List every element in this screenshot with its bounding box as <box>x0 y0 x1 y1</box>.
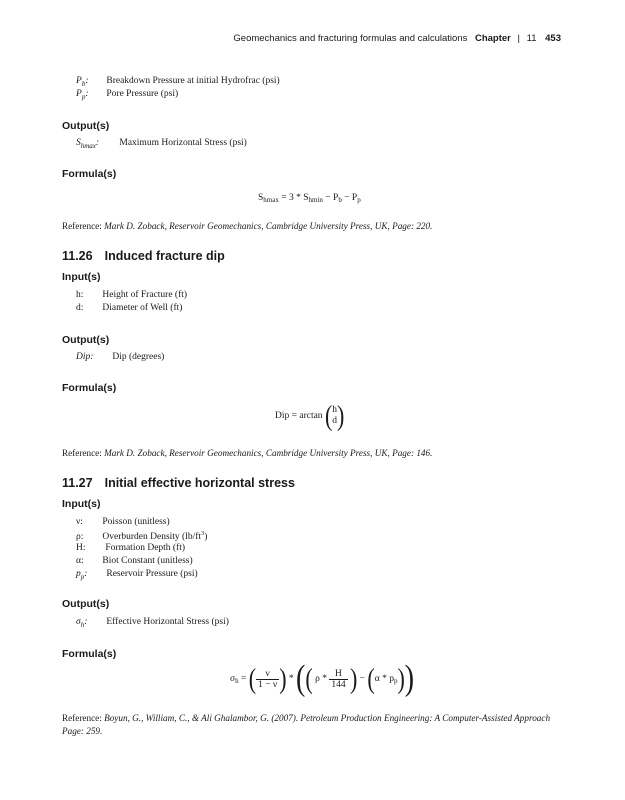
input-variable-pb <box>76 76 280 88</box>
formula-heading: Formula(s) <box>62 648 117 660</box>
variable-symbol: $S_{hmax}$: <box>76 138 100 150</box>
chapter-separator: | <box>517 33 520 44</box>
input-variable-pp <box>76 89 178 101</box>
formula-shmax: $S_{hmax} = 3 * S_{hmin} - P_b - P_p$ <box>258 193 361 204</box>
input-heading: Input(s) <box>62 498 101 510</box>
output-variable-dip <box>76 352 164 362</box>
variable-symbol: h: <box>76 290 84 300</box>
variable-description: Dip (degrees) <box>112 352 165 362</box>
section-title: Induced fracture dip <box>104 249 225 263</box>
formula-sigma-h: $\sigma_h$ = ( $\frac{\nu}{1 - \nu}$ ) * (( ρ * $\frac{H}{144}$ ) − $(\alpha * p_p)$) <box>230 658 415 699</box>
section-heading-11-27 <box>62 476 295 490</box>
chapter-number: 11 <box>526 33 537 44</box>
running-head-title: Geomechanics and fracturing formulas and calculations <box>233 33 468 44</box>
formula-heading: Formula(s) <box>62 168 117 180</box>
section-number: 11.26 <box>62 249 93 263</box>
variable-symbol: $P_p$: <box>76 89 89 101</box>
variable-symbol: d: <box>76 303 84 313</box>
output-heading: Output(s) <box>62 120 110 132</box>
variable-symbol: $P_b$: <box>76 76 89 88</box>
input-variable-rho <box>76 530 207 542</box>
variable-description: Overburden Density $(lb/ft^3)$ <box>102 530 208 543</box>
page-number: 453 <box>545 33 561 44</box>
reference-zoback-220: Reference: Mark D. Zoback, Reservoir Geomechanics, Cambridge University Press, UK, Page: 220. <box>62 221 433 231</box>
variable-symbol: Dip: <box>76 352 94 362</box>
input-variable-alpha <box>76 556 193 566</box>
variable-symbol: $\sigma_h$: <box>76 617 88 629</box>
input-variable-nu <box>76 517 170 527</box>
variable-description: Formation Depth (ft) <box>105 543 186 553</box>
variable-description: Maximum Horizontal Stress (psi) <box>119 138 247 148</box>
input-variable-h <box>76 290 187 300</box>
variable-symbol: H: <box>76 543 86 553</box>
variable-description: Pore Pressure (psi) <box>106 89 179 99</box>
output-heading: Output(s) <box>62 598 110 610</box>
variable-symbol: ν: <box>76 517 83 527</box>
chapter-label: Chapter <box>474 33 511 44</box>
variable-description: Biot Constant (unitless) <box>102 556 193 566</box>
section-heading-11-26 <box>62 249 225 263</box>
variable-symbol: ρ: <box>76 532 84 543</box>
formula-heading: Formula(s) <box>62 382 117 394</box>
variable-description: Reservoir Pressure (psi) <box>106 569 198 579</box>
reference-boyun-259: Reference: Boyun, G., William, C., & Ali Ghalambor, G. (2007). Petroleum Production Engineering: A Computer-Assisted Approach Page: 259. <box>62 713 551 736</box>
variable-description: Effective Horizontal Stress (psi) <box>106 617 229 627</box>
variable-description: Height of Fracture (ft) <box>102 290 188 300</box>
output-heading: Output(s) <box>62 334 110 346</box>
variable-description: Poisson (unitless) <box>102 517 170 527</box>
variable-symbol: $p_p$: <box>76 569 88 581</box>
section-number: 11.27 <box>62 476 93 490</box>
output-variable-shmax <box>76 138 247 150</box>
input-heading: Input(s) <box>62 271 101 283</box>
variable-symbol: α: <box>76 556 84 566</box>
reference-zoback-146: Reference: Mark D. Zoback, Reservoir Geomechanics, Cambridge University Press, UK, Page: 146. <box>62 448 433 458</box>
input-variable-H <box>76 543 185 553</box>
formula-dip: Dip = arctan ( h d ) <box>275 399 345 432</box>
output-variable-sigma-h <box>76 617 229 629</box>
section-title: Initial effective horizontal stress <box>104 476 295 490</box>
input-variable-pp <box>76 569 198 581</box>
running-head <box>233 33 561 44</box>
variable-description: Breakdown Pressure at initial Hydrofrac (psi) <box>106 76 280 86</box>
variable-description: Diameter of Well (ft) <box>102 303 183 313</box>
input-variable-d <box>76 303 182 313</box>
